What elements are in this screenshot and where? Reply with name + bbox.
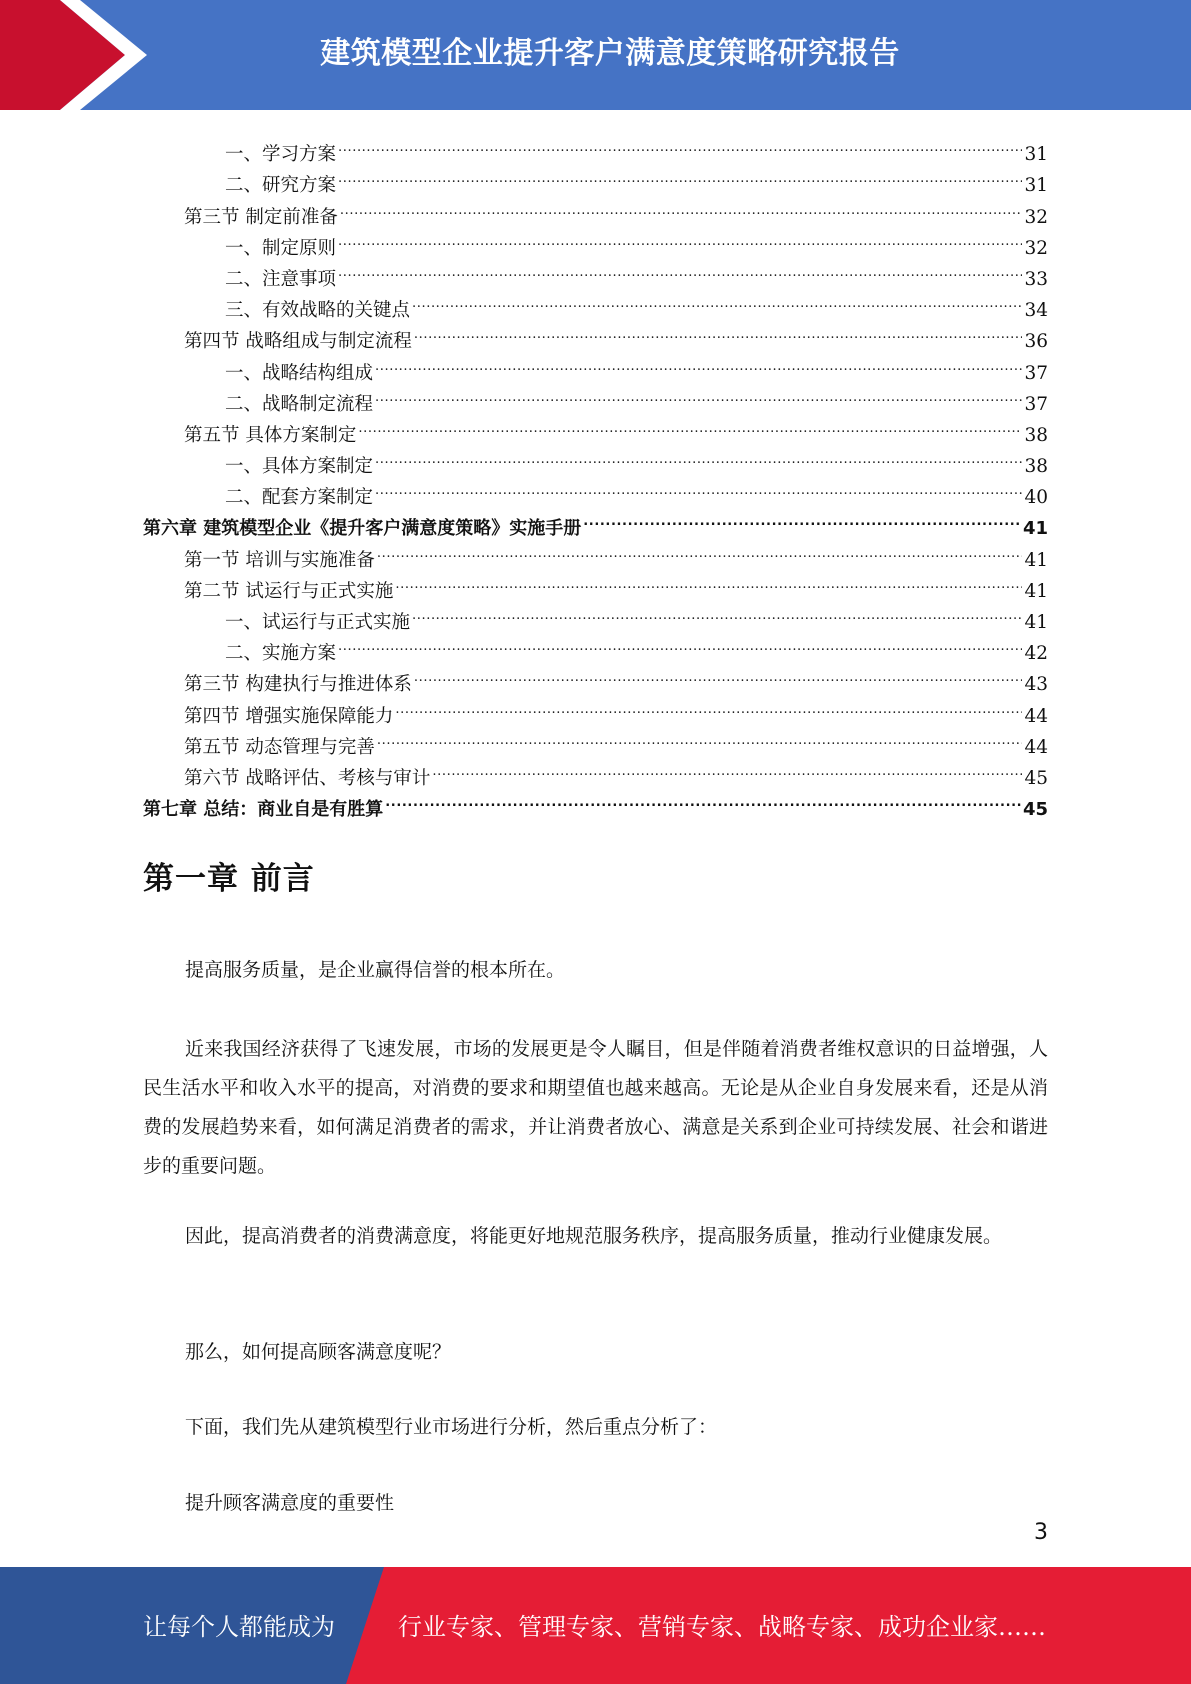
- toc-dot-leader: [358, 410, 1022, 441]
- toc-entry-title: 第三节 构建执行与推进体系: [184, 674, 412, 696]
- footer-slogan-right: 行业专家、管理专家、营销专家、战略专家、成功企业家……: [398, 1613, 1046, 1641]
- toc-dot-leader: [340, 191, 1023, 222]
- toc-dot-leader: [375, 347, 1022, 378]
- toc-entry-page: 34: [1024, 300, 1048, 322]
- toc-entry-title: 第一节 培训与实施准备: [184, 549, 375, 571]
- toc-entry-title: 第五节 具体方案制定: [184, 424, 357, 446]
- toc-entry-page: 38: [1024, 456, 1048, 478]
- toc-entry-page: 43: [1024, 674, 1048, 696]
- toc-dot-leader: [375, 472, 1022, 503]
- paragraph-4: 那么，如何提高顾客满意度呢？: [185, 1341, 452, 1363]
- toc-entry-title: 第五节 动态管理与完善: [184, 736, 375, 758]
- toc-entry-title: 第三节 制定前准备: [184, 206, 338, 228]
- toc-entry-title: 一、制定原则: [225, 237, 337, 259]
- toc-entry-page: 41: [1024, 612, 1048, 633]
- toc-entry-title: 第二节 试运行与正式实施: [184, 580, 394, 602]
- toc-dot-leader: [583, 503, 1021, 534]
- page-footer: [0, 1567, 1191, 1684]
- toc-entry-page: 37: [1024, 362, 1048, 384]
- toc-dot-leader: [338, 160, 1022, 191]
- header-arrow-decoration: [0, 0, 160, 110]
- toc-dot-leader: [338, 223, 1022, 254]
- toc-entry-title: 第六节 战略评估、考核与审计: [184, 767, 431, 789]
- toc-entry-page: 38: [1024, 424, 1048, 446]
- toc-entry-page: 41: [1022, 518, 1048, 540]
- toc-entry-page: 32: [1024, 237, 1048, 259]
- report-title: 建筑模型企业提升客户满意度策略研究报告: [320, 36, 900, 71]
- toc-entry-title: 第六章 建筑模型企业《提升客户满意度策略》实施手册: [143, 518, 582, 540]
- toc-entry-title: 二、实施方案: [225, 643, 337, 665]
- toc-entry-title: 三、有效战略的关键点: [225, 300, 411, 322]
- toc-entry-title: 一、试运行与正式实施: [225, 612, 411, 633]
- toc-entry-title: 二、配套方案制定: [225, 487, 374, 509]
- toc-entry[interactable]: [143, 129, 1048, 166]
- toc-dot-leader: [377, 534, 1023, 565]
- toc-dot-leader: [385, 784, 1021, 815]
- toc-dot-leader: [338, 129, 1022, 160]
- toc-entry-page: 44: [1024, 705, 1048, 727]
- toc-entry-page: 33: [1024, 268, 1048, 290]
- toc-dot-leader: [375, 379, 1022, 410]
- page-number: 3: [1034, 1520, 1048, 1545]
- toc-entry-page: 45: [1024, 767, 1048, 789]
- toc-entry-page: 40: [1024, 487, 1048, 509]
- toc-entry-page: 44: [1024, 736, 1048, 758]
- toc-entry-title: 一、学习方案: [225, 144, 337, 166]
- toc-entry-title: 第四节 战略组成与制定流程: [184, 331, 412, 353]
- toc-dot-leader: [375, 441, 1022, 472]
- table-of-contents: [143, 129, 1048, 821]
- toc-entry-title: 二、注意事项: [225, 268, 337, 290]
- toc-entry-page: 36: [1024, 331, 1048, 353]
- toc-dot-leader: [338, 628, 1022, 659]
- paragraph-5: 下面，我们先从建筑模型行业市场进行分析，然后重点分析了：: [185, 1416, 718, 1438]
- toc-entry-title: 一、具体方案制定: [225, 456, 374, 478]
- toc-dot-leader: [414, 316, 1023, 347]
- toc-dot-leader: [412, 285, 1022, 316]
- toc-entry-title: 一、战略结构组成: [225, 362, 374, 384]
- footer-slogan-left: 让每个人都能成为: [143, 1613, 335, 1641]
- toc-entry-title: 第四节 增强实施保障能力: [184, 705, 394, 727]
- toc-entry-page: 37: [1024, 393, 1048, 415]
- toc-entry-page: 31: [1024, 175, 1048, 197]
- paragraph-1: 提高服务质量，是企业赢得信誉的根本所在。: [185, 959, 566, 981]
- toc-entry-title: 二、研究方案: [225, 175, 337, 197]
- paragraph-6: 提升顾客满意度的重要性: [185, 1492, 395, 1514]
- paragraph-2: 近来我国经济获得了飞速发展，市场的发展更是令人瞩目，但是伴随着消费者维权意识的日益增强，人民生活水平和收入水平的提高，对消费的要求和期望值也越来越高。无论是从企业自身发展来看，还是从消费的发展趋势来看，如何满足消费者的需求，并让消费者放心、满意是关系到企业可持续发展、社会和谐进步的重要问题。: [143, 1038, 1048, 1177]
- toc-dot-leader: [395, 690, 1022, 721]
- toc-entry-page: 41: [1024, 580, 1048, 602]
- toc-dot-leader: [377, 722, 1023, 753]
- toc-dot-leader: [395, 566, 1022, 597]
- toc-entry-title: 二、战略制定流程: [225, 393, 374, 415]
- toc-entry-page: 41: [1024, 549, 1048, 571]
- toc-entry-page: 31: [1024, 144, 1048, 166]
- toc-dot-leader: [412, 597, 1022, 628]
- toc-entry-page: 45: [1022, 799, 1048, 821]
- toc-entry-title: 第七章 总结：商业自是有胜算: [143, 799, 384, 821]
- toc-entry-page: 42: [1024, 643, 1048, 665]
- toc-dot-leader: [432, 753, 1022, 784]
- toc-entry-page: 32: [1024, 206, 1048, 228]
- toc-dot-leader: [414, 659, 1023, 690]
- paragraph-3: 因此，提高消费者的消费满意度，将能更好地规范服务秩序，提高服务质量，推动行业健康发展。: [185, 1225, 1003, 1247]
- toc-dot-leader: [338, 254, 1022, 285]
- page-header: [0, 0, 1191, 110]
- chapter-title: 第一章 前言: [143, 861, 315, 897]
